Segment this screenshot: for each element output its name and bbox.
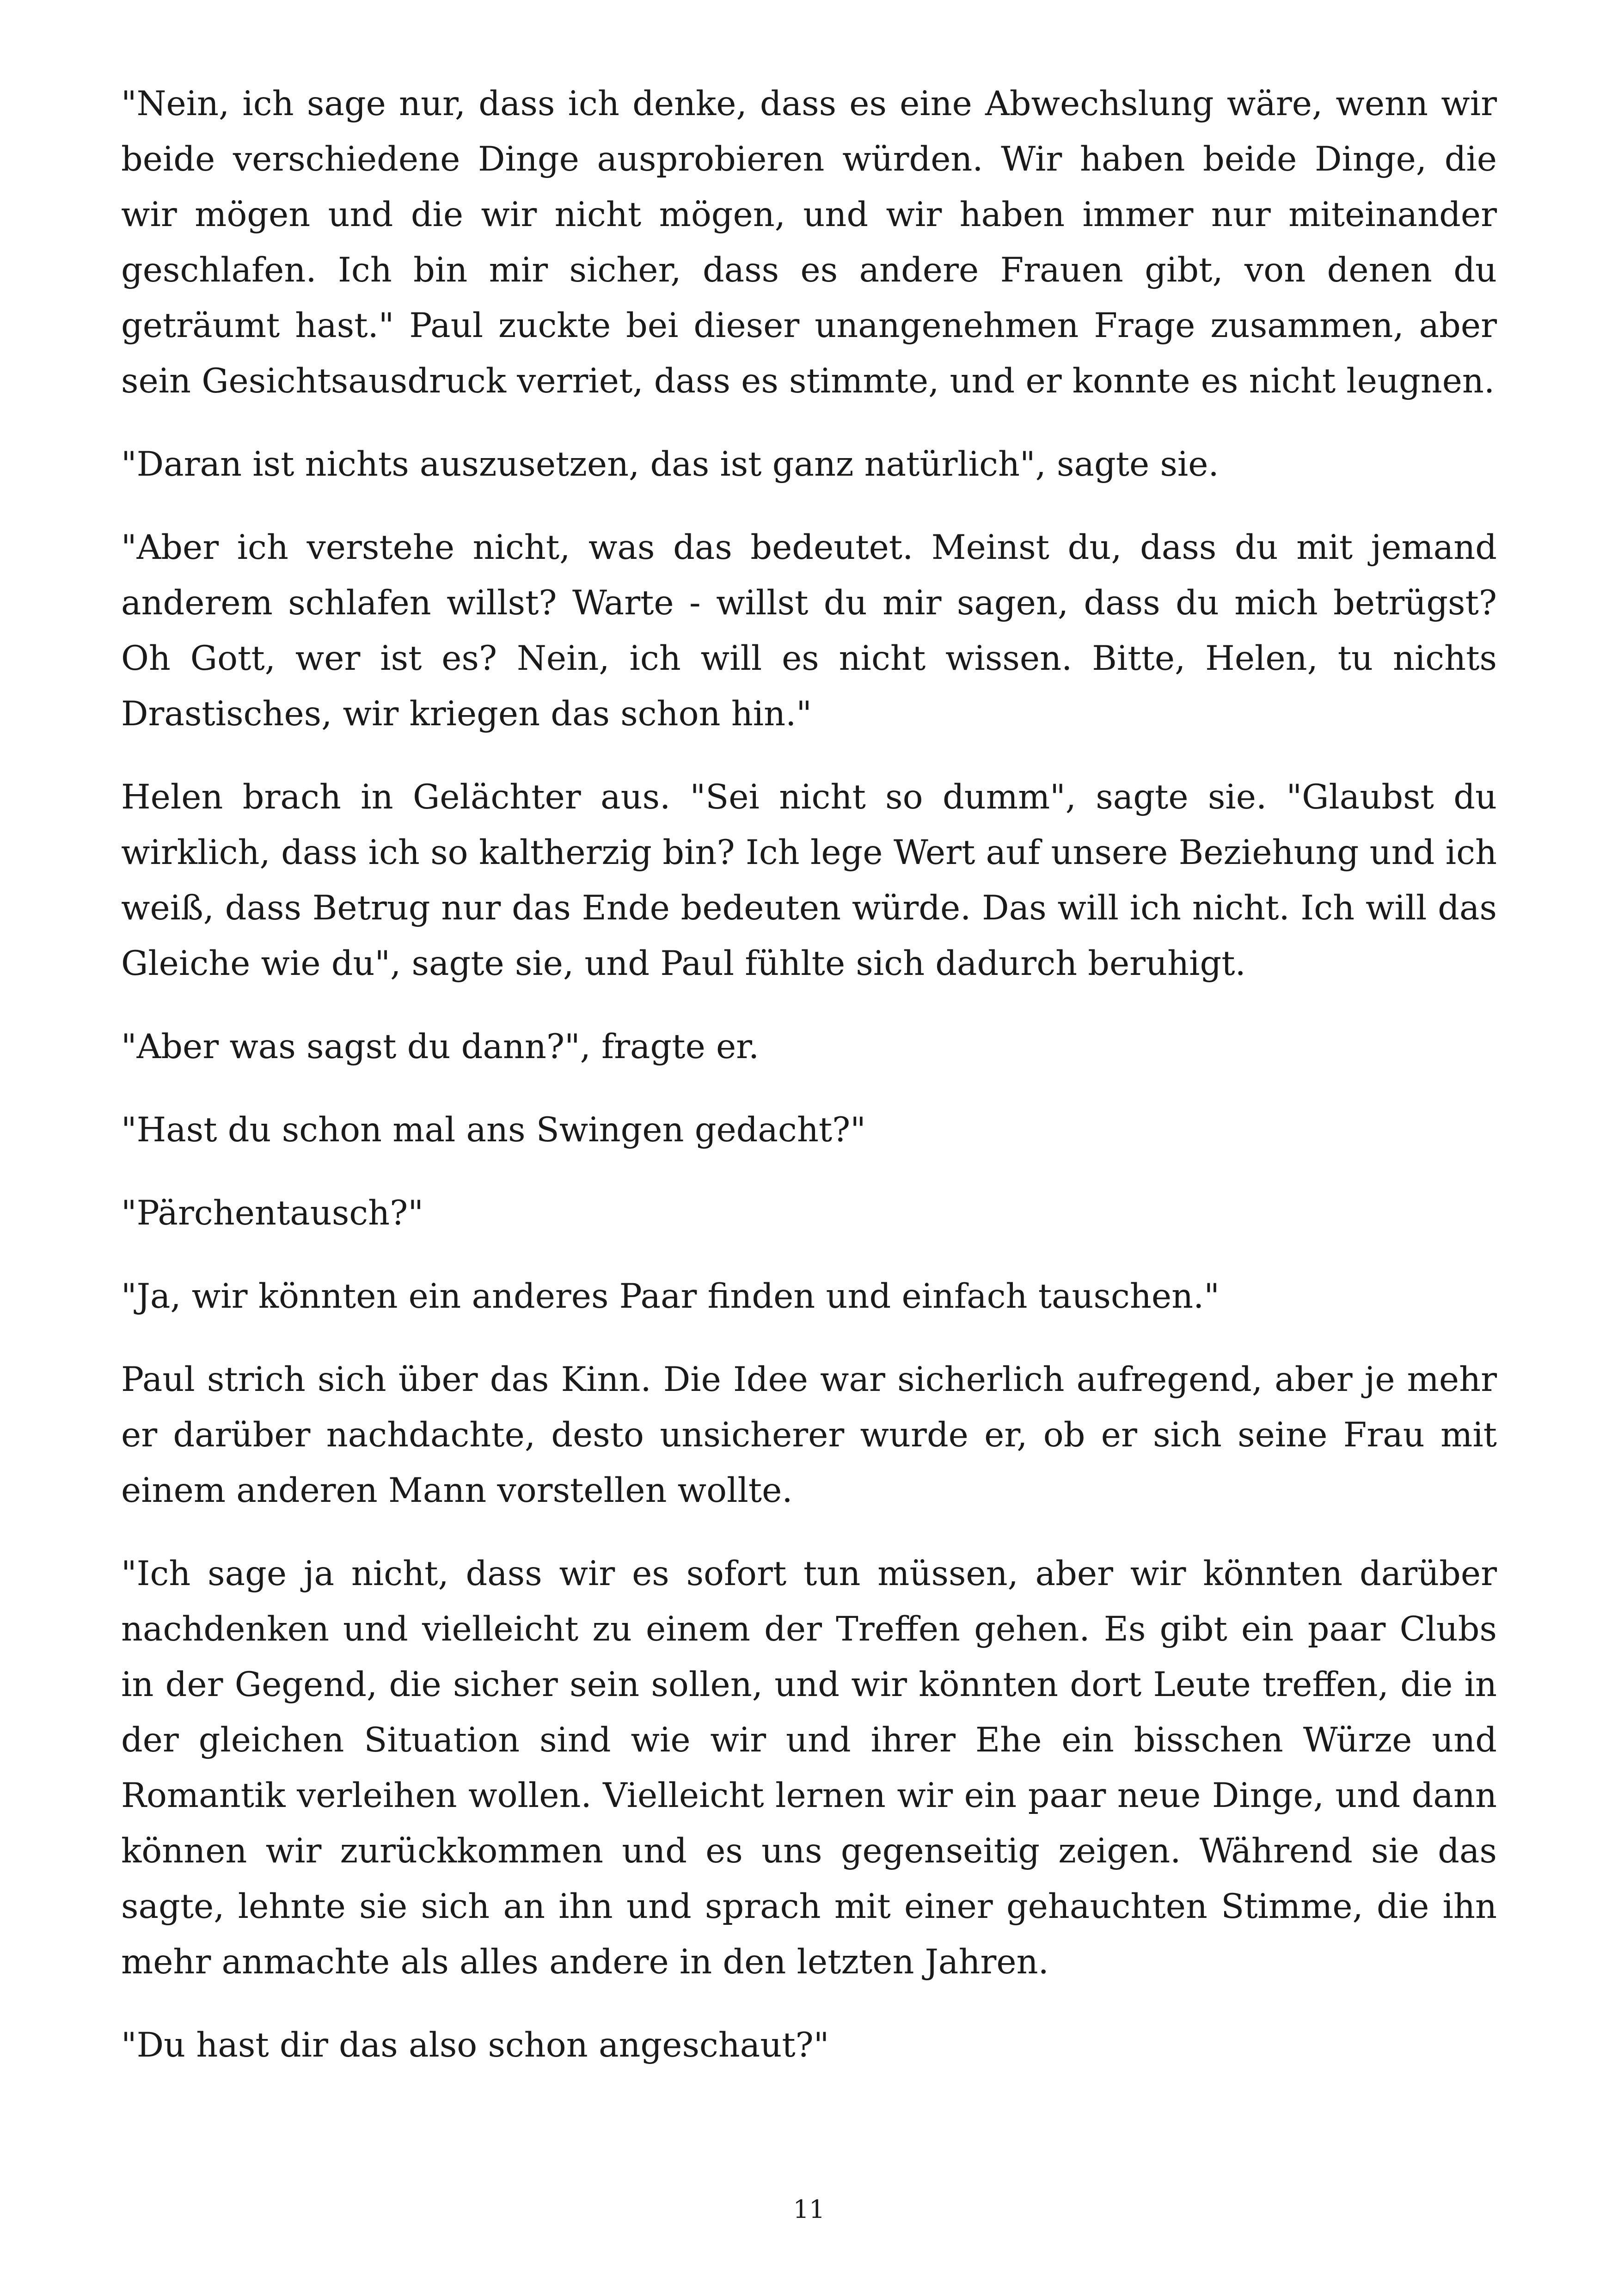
paragraph-7: "Pärchentausch?" — [121, 1194, 423, 1233]
paragraph-5: "Aber was sagst du dann?", fragte er. — [121, 1027, 760, 1066]
paragraph-6: "Hast du schon mal ans Swingen gedacht?" — [121, 1110, 866, 1150]
paragraph-10: "Ich sage ja nicht, dass wir es sofort tun müssen, aber wir könnten darüber nachdenken und vielleicht zu einem der Treffen gehen. Es gibt ein paar Clubs in der Gegend, die sicher sein sollen, und wir könnten dort Leute treffen, die in der gleichen Situation sind wie wir und ihrer Ehe ein bisschen Würze und Romantik verleihen wollen. Vielleicht lernen wir ein paar neue Dinge, und dann können wir zurückkommen und es uns gegenseitig zeigen. Während sie das sagte, lehnte sie sich an ihn und sprach mit einer gehauchten Stimme, die ihn mehr anmachte als alles andere in den letzten Jahren. — [121, 1554, 1497, 1982]
paragraph-9: Paul strich sich über das Kinn. Die Idee war sicherlich aufregend, aber je mehr er darüber nachdachte, desto unsicherer wurde er, ob er sich seine Frau mit einem anderen Mann vorstellen wollte. — [121, 1360, 1497, 1510]
page-number: 11 — [793, 2195, 825, 2224]
paragraph-2: "Daran ist nichts auszusetzen, das ist ganz natürlich", sagte sie. — [121, 445, 1219, 484]
paragraph-4: Helen brach in Gelächter aus. "Sei nicht so dumm", sagte sie. "Glaubst du wirklich, dass ich so kaltherzig bin? Ich lege Wert auf unsere Beziehung und ich weiß, dass Betrug nur das Ende bedeuten würde. Das will ich nicht. Ich will das Gleiche wie du", sagte sie, und Paul fühlte sich dadurch beruhigt. — [121, 778, 1497, 983]
paragraph-11: "Du hast dir das also schon angeschaut?" — [121, 2026, 829, 2065]
paragraph-1: "Nein, ich sage nur, dass ich denke, dass es eine Abwechslung wäre, wenn wir beide verschiedene Dinge ausprobieren würden. Wir haben beide Dinge, die wir mögen und die wir nicht mögen, und wir haben immer nur miteinander geschlafen. Ich bin mir sicher, dass es andere Frauen gibt, von denen du geträumt hast." Paul zuckte bei dieser unangenehmen Frage zusammen, aber sein Gesichtsausdruck verriet, dass es stimmte, und er konnte es nicht leugnen. — [121, 84, 1497, 401]
paragraph-8: "Ja, wir könnten ein anderes Paar finden und einfach tauschen." — [121, 1277, 1220, 1316]
page-body — [121, 76, 1497, 2101]
paragraph-3: "Aber ich verstehe nicht, was das bedeutet. Meinst du, dass du mit jemand anderem schlafen willst? Warte - willst du mir sagen, dass du mich betrügst? Oh Gott, wer ist es? Nein, ich will es nicht wissen. Bitte, Helen, tu nichts Drastisches, wir kriegen das schon hin." — [121, 528, 1497, 734]
